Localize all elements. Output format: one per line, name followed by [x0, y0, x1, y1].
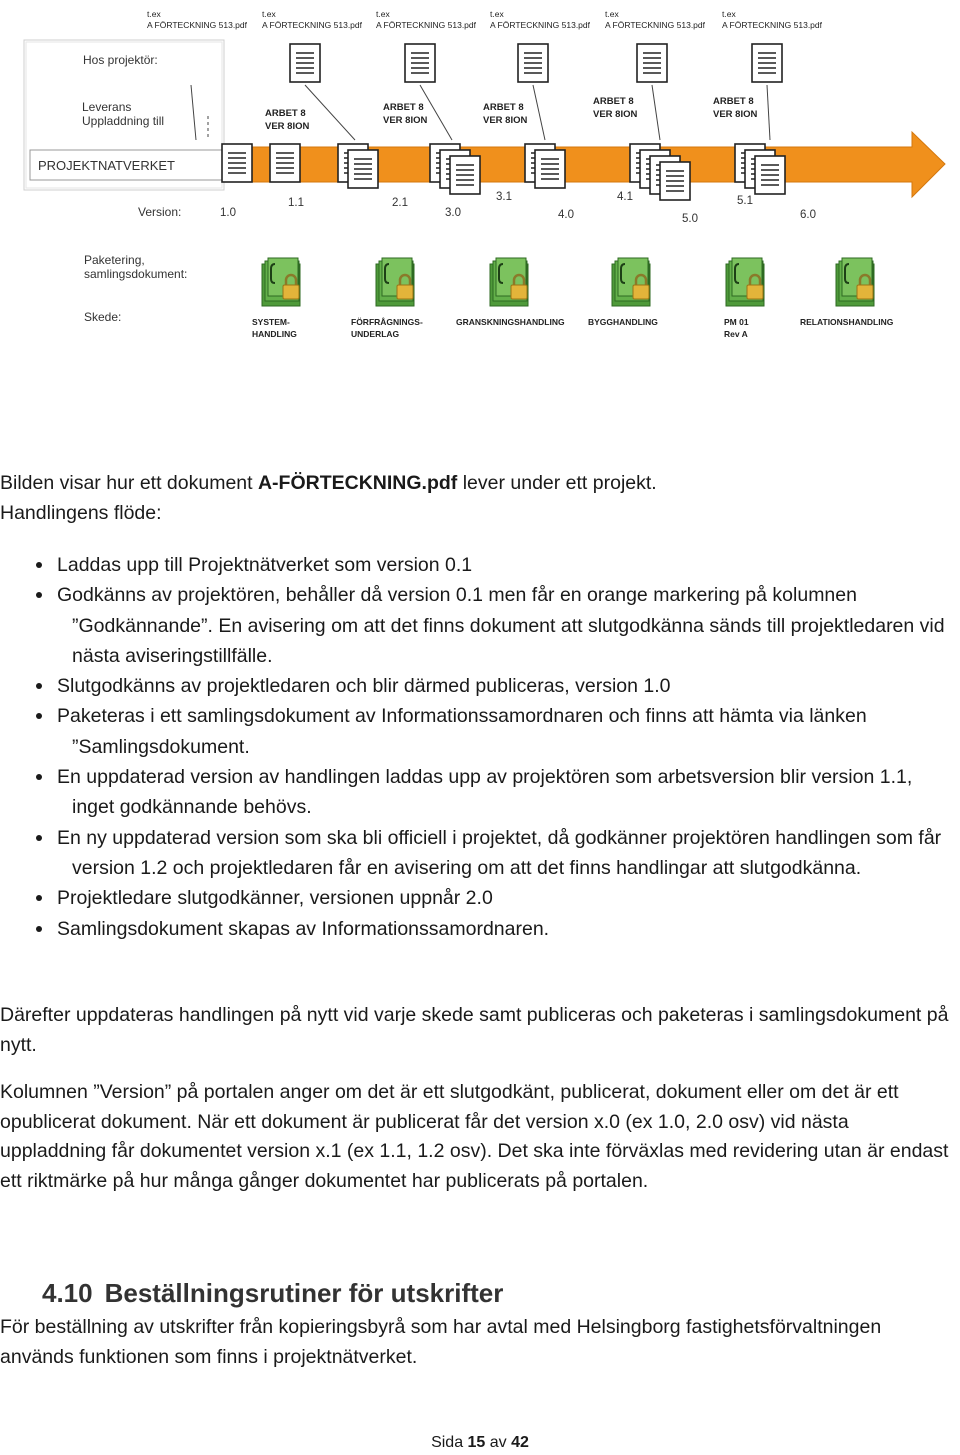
file-label-line1: t.ex: [147, 9, 161, 19]
skede-label: Skede:: [84, 310, 122, 324]
file-label-line2: A FÖRTECKNING 513.pdf: [490, 20, 590, 30]
document-icon: [348, 150, 378, 188]
file-label-line2: A FÖRTECKNING 513.pdf: [147, 20, 247, 30]
version-number: 5.0: [682, 213, 698, 225]
skede-label-line1: RELATIONSHANDLING: [800, 317, 894, 327]
arbete-label-line2: VER 8ION: [593, 109, 638, 120]
version-numbers: [220, 191, 816, 225]
skede-label-line1: SYSTEM-: [252, 317, 290, 327]
file-label-line2: A FÖRTECKNING 513.pdf: [376, 20, 476, 30]
document-icon: [518, 44, 548, 82]
flow-steps-list: [0, 550, 955, 944]
file-label-line2: A FÖRTECKNING 513.pdf: [262, 20, 362, 30]
arbete-label-line1: ARBET 8: [483, 102, 524, 113]
list-item: En ny uppdaterad version som ska bli officiell i projektet, då godkänner projektören handlingen som får version 1.2 och projektledaren får en avisering om att det finns handlingar att slutgodkänna.: [0, 823, 955, 884]
file-label-line1: t.ex: [722, 9, 736, 19]
footer-total-pages: 42: [511, 1434, 529, 1451]
connector-line: [767, 85, 770, 140]
version-number: 4.0: [558, 209, 574, 221]
timeline-arrow: [222, 132, 945, 197]
document-icon: [405, 44, 435, 82]
package-lock-icon: [836, 258, 874, 306]
document-lifecycle-diagram: [0, 0, 960, 360]
skede-label-line1: FÖRFRÅGNINGS-: [351, 317, 423, 327]
footer-prefix: Sida: [431, 1434, 468, 1451]
intro-filename: A-FÖRTECKNING.pdf: [257, 472, 458, 494]
file-label-line1: t.ex: [262, 9, 276, 19]
version-number: 5.1: [737, 195, 753, 207]
list-item: Samlingsdokument skapas av Informationssamordnaren.: [0, 914, 955, 944]
document-icon: [222, 144, 252, 182]
file-label-line1: t.ex: [490, 9, 504, 19]
projektnatverket-label: PROJEKTNATVERKET: [38, 158, 176, 173]
intro-text-after: lever under ett projekt.: [457, 472, 657, 494]
skede-label-line2: Rev A: [724, 329, 748, 339]
arbete-label-line1: ARBET 8: [713, 96, 754, 107]
paragraph-update: Därefter uppdateras handlingen på nytt vid varje skede samt publiceras och paketeras i samlingsdokument på nytt.: [0, 1004, 949, 1056]
hos-projektor-label: Hos projektör:: [83, 53, 158, 67]
version-number: 4.1: [617, 191, 633, 203]
arbete-label-line1: ARBET 8: [383, 102, 424, 113]
footer-page-number: 15: [467, 1434, 486, 1451]
skede-label-line1: BYGGHANDLING: [588, 317, 658, 327]
uploaded-document-icons: [176, 44, 782, 82]
skede-label-line1: GRANSKNINGSHANDLING: [456, 317, 565, 327]
intro-text-before: Bilden visar hur ett dokument: [0, 472, 258, 494]
document-icon: [290, 44, 320, 82]
arbete-label-line2: VER 8ION: [483, 115, 528, 126]
arbete-label-line2: VER 8ION: [713, 109, 758, 120]
package-lock-icon: [262, 258, 300, 306]
version-label: Version:: [138, 205, 182, 219]
list-item: Slutgodkänns av projektledaren och blir därmed publiceras, version 1.0: [0, 671, 955, 701]
skede-labels: [252, 317, 894, 339]
skede-label-line1: PM 01: [724, 317, 749, 327]
arbete-label-line1: ARBET 8: [265, 108, 306, 119]
file-label-line1: t.ex: [376, 9, 390, 19]
footer-middle: av: [485, 1434, 512, 1451]
version-number: 1.1: [288, 197, 304, 209]
connector-line: [305, 85, 355, 140]
version-number: 3.1: [496, 191, 512, 203]
file-label-line2: A FÖRTECKNING 513.pdf: [722, 20, 822, 30]
list-item: Laddas upp till Projektnätverket som version 0.1: [0, 550, 955, 580]
version-number: 2.1: [392, 197, 408, 209]
list-item: En uppdaterad version av handlingen laddas upp av projektören som arbetsversion blir version 1.1, inget godkännande behövs.: [0, 762, 955, 823]
arbete-label-line2: VER 8ION: [383, 115, 428, 126]
document-icon: [660, 162, 690, 200]
document-icon: [535, 150, 565, 188]
section-title: Beställningsrutiner för utskrifter: [104, 1278, 504, 1308]
section-number: 4.10: [42, 1278, 93, 1308]
skede-label-line2: HANDLING: [252, 329, 297, 339]
arbete-version-labels: [265, 96, 757, 132]
paketering-label: Paketering,: [84, 253, 145, 267]
document-icon: [752, 44, 782, 82]
file-label-line2: A FÖRTECKNING 513.pdf: [605, 20, 705, 30]
leverans-label: Leverans: [82, 100, 132, 114]
package-lock-icon: [726, 258, 764, 306]
connector-line: [652, 85, 660, 140]
package-lock-icon: [612, 258, 650, 306]
document-icon: [637, 44, 667, 82]
list-item: Godkänns av projektören, behåller då version 0.1 men får en orange markering på kolumnen ”Godkännande”. En avisering om att det finns dokument att slutgodkänna sänds till projektledaren vid nästa aviseringstillfälle.: [0, 580, 955, 671]
skede-label-line2: UNDERLAG: [351, 329, 400, 339]
document-icon: [270, 144, 300, 182]
package-lock-icon: [490, 258, 528, 306]
paragraph-version-column: Kolumnen ”Version” på portalen anger om det är ett slutgodkänt, publicerat, dokument eller om det är ett opublicerat dokument. När ett dokument är publicerat får det version x.0 (ex 1.0, 2.0 osv) vid nästa uppladdning får dokumentet version x.1 (ex 1.1, 1.2 osv). Det ska inte förväxlas med revidering utan är endast ett riktmärke på hur många gånger dokumentet har publicerats på portalen.: [0, 1081, 949, 1192]
section-heading: [42, 1273, 503, 1313]
document-icon: [755, 156, 785, 194]
file-label-line1: t.ex: [605, 9, 619, 19]
connector-line: [420, 85, 452, 140]
document-icon: [450, 156, 480, 194]
intro-paragraph: [0, 468, 955, 528]
arbete-label-line2: VER 8ION: [265, 121, 310, 132]
page-footer: [0, 1434, 960, 1452]
package-icons: [262, 258, 874, 306]
version-number: 6.0: [800, 209, 816, 221]
arbete-label-line1: ARBET 8: [593, 96, 634, 107]
file-labels: [147, 9, 823, 30]
version-number: 3.0: [445, 207, 461, 219]
intro-line2: Handlingens flöde:: [0, 502, 162, 524]
version-number: 1.0: [220, 207, 236, 219]
uppladdning-label: Uppladdning till: [82, 114, 165, 128]
samlingsdokument-label: samlingsdokument:: [84, 267, 188, 281]
list-item: Paketeras i ett samlingsdokument av Informationssamordnaren och finns att hämta via länken ”Samlingsdokument.: [0, 701, 955, 762]
list-item: Projektledare slutgodkänner, versionen uppnår 2.0: [0, 883, 955, 913]
connector-line: [533, 85, 545, 140]
package-lock-icon: [376, 258, 414, 306]
paragraph-printing: För beställning av utskrifter från kopieringsbyrå som har avtal med Helsingborg fastighetsförvaltningen används funktionen som finns i projektnätverket.: [0, 1316, 882, 1368]
